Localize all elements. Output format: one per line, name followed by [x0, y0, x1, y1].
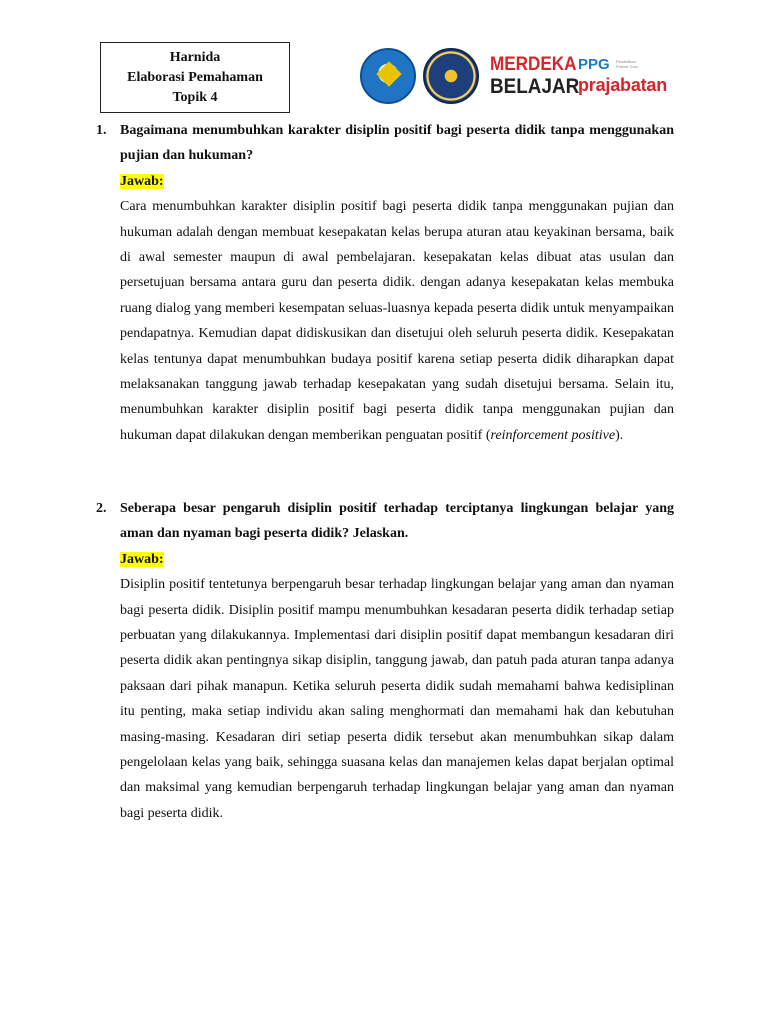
author-name: Harnida	[169, 50, 221, 65]
document-subtitle: Elaborasi Pemahaman	[127, 70, 263, 85]
question-block-2	[96, 496, 674, 826]
ppg-tagline: Pendidikan Profesi Guru	[616, 59, 639, 69]
topic-label: Topik 4	[172, 90, 218, 105]
answer-label: Jawab:	[120, 173, 164, 189]
merdeka-logo-text: MERDEKA	[490, 54, 577, 75]
question-block-1	[96, 118, 674, 448]
prajabatan-logo-text: prajabatan	[578, 75, 668, 95]
question-number: 1.	[96, 123, 107, 138]
belajar-logo-text: BELAJAR	[490, 75, 580, 98]
question-number: 2.	[96, 501, 107, 516]
answer-text: Cara menumbuhkan karakter disiplin positif bagi peserta didik tanpa menggunakan pujian dan hukuman adalah dengan membuat kesepakatan kelas berupa aturan atau keyakinan bersama, baik di awal semester maupun di awal pembelajaran. kesepakatan kelas dibuat atas usulan dan persetujuan bersama antara guru dan peserta didik. dengan adanya kesepakatan kelas membuka ruang dialog yang memberi kesempatan seluas-luasnya kepada peserta didik untuk menyampaikan pendapatnya. Kemudian dapat didiskusikan dan disetujui oleh seluruh peserta didik. Kesepakatan kelas tentunya dapat menumbuhkan budaya positif karena setiap peserta didik diharapkan dapat melaksanakan tanggung jawab terhadap kesepakatan yang sudah disetujui bersama. Selain itu, menumbuhkan karakter disiplin positif bagi peserta didik tanpa menggunakan pujian dan hukuman dapat dilakukan dengan memberikan penguatan positif (reinforcement positive).	[120, 199, 674, 443]
answer-label: Jawab:	[120, 551, 164, 567]
university-seal-logo-icon	[423, 48, 479, 104]
merdeka-belajar-logo	[490, 54, 580, 98]
question-text: Bagaimana menumbuhkan karakter disiplin positif bagi peserta didik tanpa menggunakan pujian dan hukuman?	[120, 123, 674, 164]
tut-wuri-handayani-logo-icon	[360, 48, 416, 104]
header-box	[100, 42, 290, 113]
answer-italic-term: reinforcement positive	[490, 427, 616, 443]
answer-text: Disiplin positif tentetunya berpengaruh besar terhadap lingkungan belajar yang aman dan nyaman bagi peserta didik. Disiplin positif mampu menumbuhkan kesadaran peserta didik terhadap setiap perbuatan yang dilakukannya. Implementasi dari disiplin positif dapat membangun kesadaran diri peserta didik akan pentingnya sikap disiplin, tanggung jawab, dan patuh pada aturan tanpa adanya paksaan dari pihak manapun. Ketika seluruh peserta didik sudah memahami bahwa kedisiplinan itu penting, maka setiap individu akan saling menghormati dan memahami hak dan kebutuhan masing-masing. Kesadaran diri setiap peserta didik tersebut akan menumbuhkan sikap dalam pengelolaan kelas yang baik, sehingga suasana kelas dan manajemen kelas dapat berjalan optimal dan maksimal yang kemudian berpengaruh terhadap lingkungan belajar yang aman dan nyaman bagi peserta didik.	[120, 577, 674, 821]
logo-strip	[360, 48, 680, 104]
ppg-prajabatan-logo	[578, 56, 678, 96]
ppg-logo-text: PPG	[578, 56, 610, 73]
question-text: Seberapa besar pengaruh disiplin positif terhadap terciptanya lingkungan belajar yang aman dan nyaman bagi peserta didik? Jelaskan.	[120, 501, 674, 542]
